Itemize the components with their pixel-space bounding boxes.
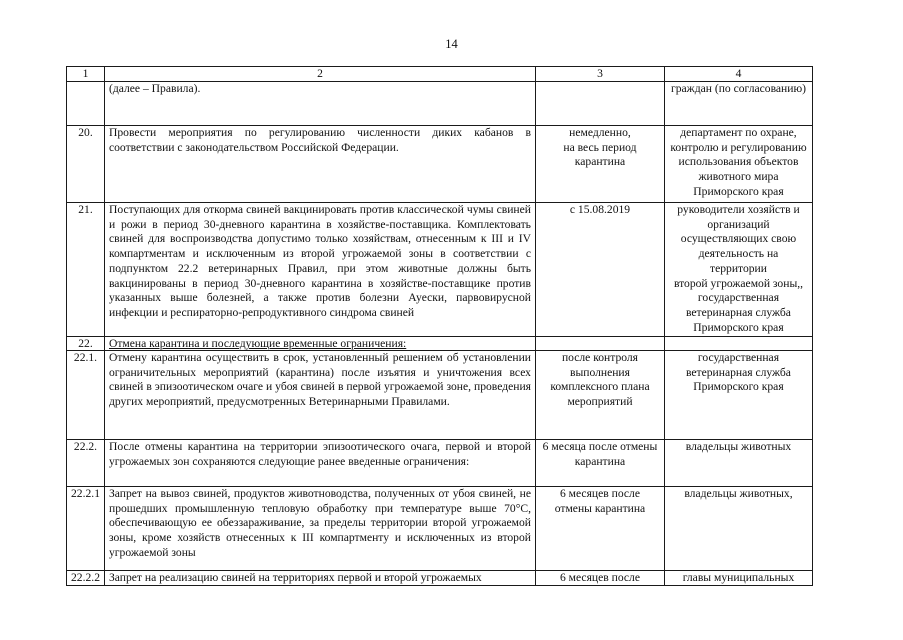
measure-text: Поступающих для откорма свиней вакцинировать против классической чумы свиней и рожи в период 30-дневного карантина в хозяйстве-поставщика. Комплектовать свиней для воспроизводства допустимо только хозяйствам, отнесенным к III и IV компартментам и исключенным из второй угрожаемой зоны в соответствии с подпунктом 22.2 ветеринарных Правил, при этом животные должны быть вакцинированы в период 30-дневного карантина в хозяйстве-поставщике против указанных выше болезней, а также против болезни Ауески, парвовирусной инфекции и респираторно-репродуктивного синдрома свиней: [104, 203, 535, 337]
column-header: 3: [535, 67, 664, 82]
measure-text: После отмены карантина на территории эпизоотического очага, первой и второй угрожаемых зон сохраняются следующие ранее введенные ограничения:: [104, 440, 535, 487]
term-cell: [535, 337, 664, 351]
measure-text: Провести мероприятия по регулированию численности диких кабанов в соответствии с законодательством Российской Федерации.: [104, 126, 535, 203]
item-number: 22.2.: [67, 440, 105, 487]
page-number: 14: [445, 37, 458, 51]
item-number: 22.2.2: [67, 571, 105, 586]
table-row: [67, 126, 813, 203]
table-row: [67, 487, 813, 571]
item-number: 22.2.1: [67, 487, 105, 571]
measure-text: Запрет на реализацию свиней на территориях первой и второй угрожаемых: [104, 571, 535, 586]
item-number: 20.: [67, 126, 105, 203]
responsible-cell: главы муниципальных: [664, 571, 812, 586]
item-number: 22.1.: [67, 351, 105, 440]
responsible-cell: владельцы животных: [664, 440, 812, 487]
table-header-row: [67, 67, 813, 82]
measures-table: [66, 66, 813, 586]
term-cell: 6 месяцев после отмены карантина: [535, 487, 664, 571]
term-cell: 6 месяца после отмены карантина: [535, 440, 664, 487]
responsible-cell: граждан (по согласованию): [664, 82, 812, 126]
section-row: [67, 337, 813, 351]
term-cell: после контроля выполнения комплексного плана мероприятий: [535, 351, 664, 440]
measure-text: (далее – Правила).: [104, 82, 535, 126]
item-number: 22.: [67, 337, 105, 351]
responsible-cell: департамент по охране, контролю и регулированию использования объектов животного мира Приморского края: [664, 126, 812, 203]
column-header: 4: [664, 67, 812, 82]
section-title: Отмена карантина и последующие временные ограничения:: [104, 337, 535, 351]
term-cell: [535, 82, 664, 126]
measure-text: Отмену карантина осуществить в срок, установленный решением об установлении ограничительных мероприятий (карантина) после изъятия и уничтожения всех свиней в эпизоотическом очаге и убоя свиней в первой угрожаемой зоне, проведения других мероприятий, предусмотренных Ветеринарными Правилами.: [104, 351, 535, 440]
responsible-cell: государственная ветеринарная служба Приморского края: [664, 351, 812, 440]
measure-text: Запрет на вывоз свиней, продуктов животноводства, полученных от убоя свиней, не прошедших промышленную тепловую обработку при температуре выше 70°С, обеспечивающую ее обеззараживание, за пределы территории второй угрожаемой зоны, кроме хозяйств отнесенных к III компартменту и исключенных из второй угрожаемой зоны: [104, 487, 535, 571]
responsible-cell: владельцы животных,: [664, 487, 812, 571]
table-row: [67, 571, 813, 586]
table-row: [67, 203, 813, 337]
table-row: [67, 82, 813, 126]
column-header: 1: [67, 67, 105, 82]
term-cell: 6 месяцев после: [535, 571, 664, 586]
term-cell: немедленно, на весь период карантина: [535, 126, 664, 203]
table-row: [67, 351, 813, 440]
item-number: 21.: [67, 203, 105, 337]
column-header: 2: [104, 67, 535, 82]
table-row: [67, 440, 813, 487]
item-number: [67, 82, 105, 126]
responsible-cell: руководители хозяйств и организаций осуществляющих свою деятельность на территории второй угрожаемой зоны,, государственная ветеринарная служба Приморского края: [664, 203, 812, 337]
term-cell: с 15.08.2019: [535, 203, 664, 337]
responsible-cell: [664, 337, 812, 351]
